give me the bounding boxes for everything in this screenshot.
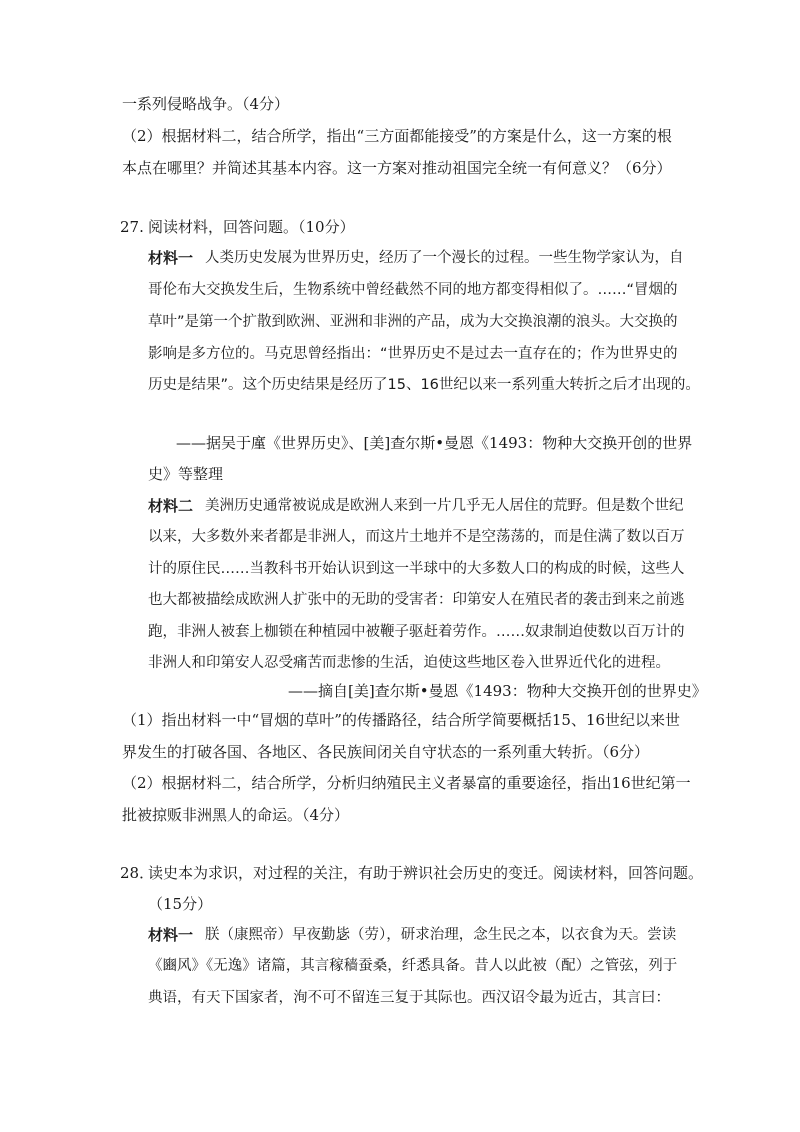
q28-number: 28． xyxy=(120,864,155,882)
q27-material-2-line: 美洲历史通常被说成是欧洲人来到一片几乎无人居住的荒野。但是数个世纪 xyxy=(205,498,684,514)
q27-stem: 阅读材料，回答问题。（10分） xyxy=(148,218,355,236)
q28-stem: （15分） xyxy=(148,895,213,913)
q27-material-1-line: 草叶”是第一个扩散到欧洲、亚洲和非洲的产品，成为大交换浪潮的浪头。大交换的 xyxy=(148,314,678,330)
q27-number: 27. xyxy=(120,218,144,236)
q27-subquestion-1-line: （1）指出材料一中“冒烟的草叶”的传播路径，结合所学简要概括15、16世纪以来世 xyxy=(122,711,681,729)
q28-material-1-line: 《豳风》《无逸》诸篇，其言稼穑蚕桑，纤悉具备。昔人以此被（配）之管弦，列于 xyxy=(148,958,678,974)
q28-material-1-label: 材料一 xyxy=(148,926,194,944)
q27-subquestion-1-line: 界发生的打破各国、各地区、各民族间闭关自守状态的一系列重大转折。（6分） xyxy=(122,743,650,761)
q27-material-2-label: 材料二 xyxy=(148,497,194,515)
q27-material-1-line: 影响是多方位的。马克思曾经指出：“世界历史不是过去一直存在的；作为世界史的 xyxy=(148,346,678,362)
q27-material-2-line: 计的原住民……当教科书开始认识到这一半球中的大多数人口的构成的时候，这些人 xyxy=(148,561,685,577)
q27-material-2-line: 跑，非洲人被套上枷锁在种植园中被鞭子驱赶着劳作。……奴隶制迫使数以百万计的 xyxy=(148,624,685,640)
q27-material-2-source: ——摘自[美]查尔斯•曼恩《1493：物种大交换开创的世界史》 xyxy=(288,682,707,700)
q27-material-2-line: 以来，大多数外来者都是非洲人，而这片土地并不是空荡荡的，而是住满了数以百万 xyxy=(148,529,685,545)
q27-material-1-line: 历史是结果”。这个历史结果是经历了15、16世纪以来一系列重大转折之后才出现的。 xyxy=(148,377,700,393)
q26-line-1: 一系列侵略战争。（4分） xyxy=(122,95,290,113)
q27-subquestion-2-line: （2）根据材料二，结合所学，分析归纳殖民主义者暴富的重要途径，指出16世纪第一 xyxy=(122,774,691,792)
q27-material-2-line: 也大都被描绘成欧洲人扩张中的无助的受害者：印第安人在殖民者的袭击到来之前逃 xyxy=(148,592,685,608)
q27-material-1-source: ——据吴于廑《世界历史》、[美]查尔斯•曼恩《1493：物种大交换开创的世界 xyxy=(176,434,693,452)
q26-subquestion-2-line-2: 本点在哪里？并简述其基本内容。这一方案对推动祖国完全统一有何意义？（6分） xyxy=(122,159,672,177)
q27-material-1-source: 史》等整理 xyxy=(148,465,224,483)
q27-subquestion-2-line: 批被掠贩非洲黑人的命运。（4分） xyxy=(122,806,350,824)
q27-material-2-line: 非洲人和印第安人忍受痛苦而悲惨的生活，迫使这些地区卷入世界近代化的进程。 xyxy=(148,655,670,671)
q27-material-1-line: 哥伦布大交换发生后，生物系统中曾经截然不同的地方都变得相似了。……“冒烟的 xyxy=(148,282,678,298)
q28-material-1-line: 典语，有天下国家者，洵不可不留连三复于其际也。西汉诏令最为近古，其言曰： xyxy=(148,990,670,1006)
q27-material-1-label: 材料一 xyxy=(148,249,194,267)
q26-subquestion-2-line-1: （2）根据材料二，结合所学，指出“三方面都能接受”的方案是什么，这一方案的根 xyxy=(122,127,672,145)
q28-stem: 读史本为求识，对过程的关注，有助于辨识社会历史的变迁。阅读材料，回答问题。 xyxy=(148,864,704,882)
q27-material-1-line: 人类历史发展为世界历史，经历了一个漫长的过程。一些生物学家认为，自 xyxy=(205,250,684,266)
q28-material-1-line: 朕（康熙帝）早夜勤毖（劳），研求治理，念生民之本，以衣食为天。尝读 xyxy=(205,927,677,943)
